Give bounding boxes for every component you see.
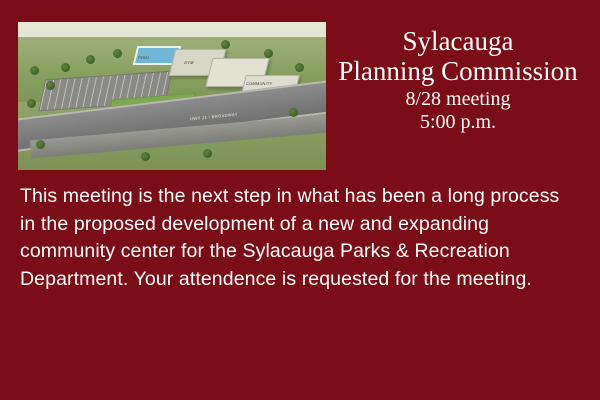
rendering-tree — [46, 81, 55, 90]
rendering-tree — [289, 108, 298, 117]
title-block — [332, 26, 584, 133]
body-paragraph: This meeting is the next step in what has been a long process in the proposed development of a new and expanding community center for the Sylacauga Parks & Recreation Department. Your attendence is requested for the meeting. — [20, 185, 560, 291]
page-title: Sylacauga — [402, 26, 514, 56]
rendering-label-pool: POOL — [137, 54, 151, 60]
page-subtitle: Planning Commission — [338, 56, 578, 87]
meeting-date: 8/28 meeting — [405, 88, 511, 111]
meeting-time: 5:00 p.m. — [419, 110, 497, 133]
rendering-tree — [264, 49, 273, 58]
rendering-tree — [86, 55, 95, 64]
rendering-tree — [203, 149, 212, 158]
rendering-tree — [221, 40, 230, 49]
rendering-label-gym: GYM — [183, 60, 195, 66]
site-plan-rendering — [18, 22, 326, 170]
rendering-label-community: COMMUNITY — [245, 81, 273, 87]
rendering-label-road: HWY 21 / BROADWAY — [190, 111, 239, 122]
